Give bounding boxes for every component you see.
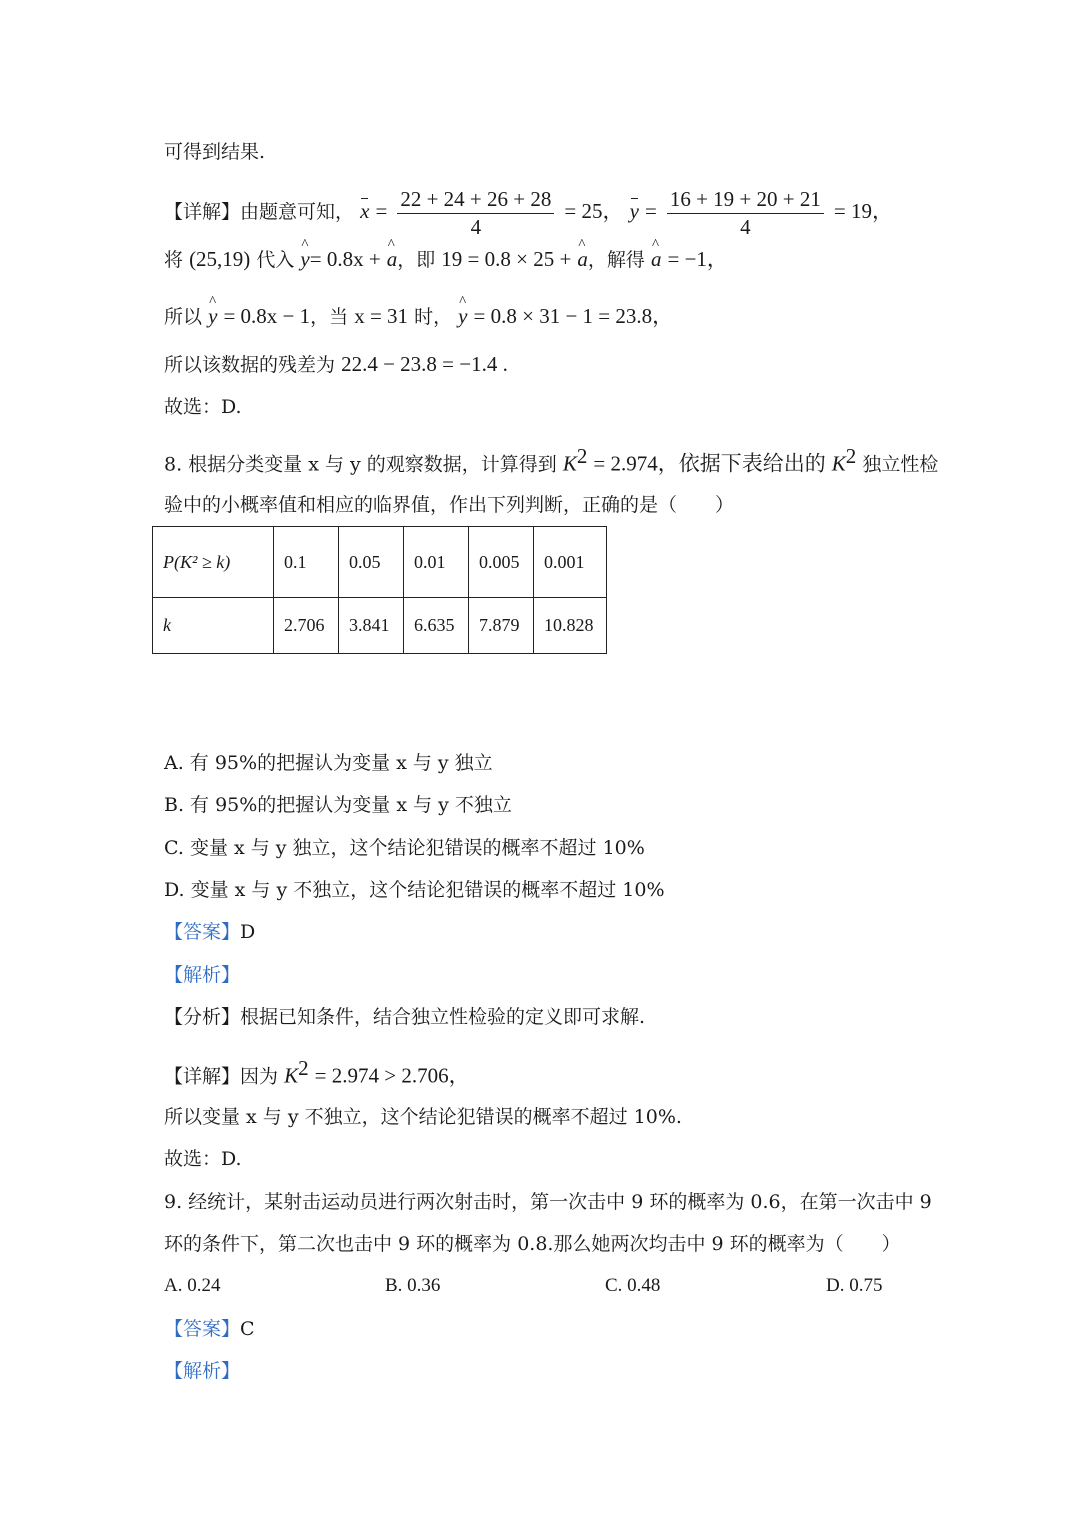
y-hat-symbol: ^ y: [458, 301, 467, 331]
detail-label: 【详解】: [164, 1065, 241, 1088]
y-mean-result: = 19，: [833, 199, 893, 223]
comparison-text: = 2.974 > 2.706，: [314, 1063, 470, 1088]
answer-label: 【答案】: [164, 1318, 241, 1340]
q8-stem-text: 8. 根据分类变量 x 与 y 的观察数据，计算得到: [164, 453, 557, 476]
fraction-x-mean: [397, 186, 554, 240]
option-text: B. 有 95%的把握认为变量 x 与 y 不独立: [164, 794, 512, 816]
superscript: 2: [298, 1056, 309, 1080]
table-cell: 10.828: [534, 598, 607, 654]
table-row: [153, 598, 607, 654]
choose-text: 故选：D.: [164, 396, 242, 418]
table-cell: 7.879: [469, 598, 534, 654]
table-cell: 0.001: [534, 527, 607, 598]
q9-analysis-line: [164, 1356, 240, 1386]
y-hat-symbol: ^ y: [300, 244, 309, 274]
q8-stem-text: 独立性检: [862, 453, 939, 476]
text-line: [164, 137, 265, 167]
option-text: C. 变量 x 与 y 独立，这个结论犯错误的概率不超过 10%: [164, 837, 645, 859]
fraction-denominator: 4: [470, 215, 482, 239]
text-fragment: ，当: [310, 306, 349, 328]
choose-text: 故选：D.: [164, 1148, 242, 1170]
table-header-cell: k: [153, 598, 274, 654]
y-bar-symbol: y: [630, 196, 639, 226]
prediction-result: = 0.8 × 31 − 1 = 23.8，: [473, 304, 674, 328]
text-fragment: 因为: [240, 1065, 279, 1088]
a-hat-symbol: ^ a: [577, 244, 588, 274]
fenxi-label: 【分析】: [164, 1006, 241, 1028]
q8-option-c: [164, 833, 645, 863]
fraction-denominator: 4: [740, 215, 751, 239]
superscript: 2: [845, 444, 857, 468]
q9-option-a: A. 0.24: [164, 1275, 221, 1296]
q8-stem-text: 验中的小概率值和相应的临界值，作出下列判断，正确的是（ ）: [164, 494, 735, 516]
table-cell: 3.841: [339, 598, 404, 654]
q8-analysis-line: [164, 960, 240, 990]
point-coordinates: (25,19): [189, 247, 251, 271]
q9-option-d: D. 0.75: [826, 1275, 883, 1296]
superscript: 2: [576, 444, 588, 468]
option-text: D. 变量 x 与 y 不独立，这个结论犯错误的概率不超过 10%: [164, 879, 665, 901]
k-symbol: K: [284, 1063, 299, 1088]
fraction-y-mean: [667, 186, 824, 240]
q8-option-a: [164, 748, 493, 778]
regression-line: [164, 301, 673, 332]
answer-value: C: [240, 1318, 255, 1340]
text-fragment: 代入: [256, 249, 295, 271]
q8-detail-line-2: [164, 1102, 682, 1132]
option-text: A. 有 95%的把握认为变量 x 与 y 独立: [164, 752, 493, 774]
y-hat-symbol: ^ y: [208, 301, 217, 331]
q8-option-b: [164, 790, 512, 820]
analysis-label: 【解析】: [164, 964, 241, 986]
detail-text: 所以变量 x 与 y 不独立，这个结论犯错误的概率不超过 10%.: [164, 1106, 682, 1128]
q8-choose-line: [164, 1144, 242, 1174]
q8-fenxi-line: [164, 1002, 645, 1032]
x-bar-symbol: x: [360, 196, 369, 226]
q8-stem-line-2: [164, 490, 734, 520]
q9-stem-line-1: [164, 1187, 932, 1217]
residual-line: [164, 349, 508, 380]
residual-result: 22.4 − 23.8 = −1.4 .: [341, 352, 508, 376]
text-fragment: 时，: [414, 306, 453, 328]
regression-equation: = 0.8x − 1: [223, 304, 311, 328]
table-cell: 0.1: [274, 527, 339, 598]
q9-option-c: C. 0.48: [605, 1275, 661, 1296]
q8-answer-line: [164, 917, 255, 947]
q8-option-d: [164, 875, 665, 905]
text-fragment: 所以该数据的残差为: [164, 354, 336, 376]
text-fragment: ，解得: [587, 249, 645, 271]
fraction-numerator: 16 + 19 + 20 + 21: [667, 186, 824, 214]
q9-stem-line-2: [164, 1229, 901, 1259]
equals-sign: =: [375, 199, 388, 223]
detail-line-means: [164, 186, 893, 240]
q9-stem-text: 环的条件下，第二次也击中 9 环的概率为 0.8.那么她两次均击中 9 环的概率为（ ）: [164, 1233, 901, 1255]
table-cell: 0.01: [404, 527, 469, 598]
text-fragment: 所以: [164, 306, 203, 328]
q9-answer-line: [164, 1314, 255, 1344]
table-cell: 0.05: [339, 527, 404, 598]
equals-sign: =: [644, 199, 657, 223]
text-fragment: 将: [164, 249, 184, 271]
q8-detail-line: [164, 1053, 470, 1091]
regression-equation: = 0.8x +: [309, 247, 381, 271]
q9-option-b: B. 0.36: [385, 1275, 441, 1296]
answer-label: 【答案】: [164, 921, 241, 943]
table-row: [153, 527, 607, 598]
choose-line: [164, 392, 242, 422]
text-fragment: ，即: [397, 249, 436, 271]
table-cell: 2.706: [274, 598, 339, 654]
detail-label: 【详解】: [164, 201, 241, 223]
fenxi-text: 根据已知条件，结合独立性检验的定义即可求解.: [240, 1006, 646, 1028]
conclusion-text: 可得到结果.: [164, 141, 266, 163]
x-mean-result: = 25，: [564, 199, 624, 223]
a-hat-symbol: ^ a: [387, 244, 398, 274]
answer-value: D: [240, 921, 256, 943]
q8-stem-text: = 2.974，依据下表给出的: [593, 451, 826, 476]
table-header-cell: P(K² ≥ k): [153, 527, 274, 598]
k-symbol: K: [562, 451, 577, 476]
analysis-label: 【解析】: [164, 1360, 241, 1382]
detail-text: 由题意可知，: [240, 201, 355, 223]
critical-value-table: [152, 526, 607, 654]
fraction-numerator: 22 + 24 + 26 + 28: [397, 186, 554, 214]
x-value: x = 31: [354, 304, 409, 328]
q9-stem-text: 9. 经统计，某射击运动员进行两次射击时，第一次击中 9 环的概率为 0.6，在第一次击中 9: [164, 1191, 932, 1213]
q8-stem-line-1: [164, 441, 938, 479]
a-hat-symbol: ^ a: [651, 244, 662, 274]
equation: 19 = 0.8 × 25 +: [441, 247, 572, 271]
table-cell: 0.005: [469, 527, 534, 598]
table-cell: 6.635: [404, 598, 469, 654]
k-symbol: K: [831, 451, 846, 476]
substitution-line: [164, 244, 728, 275]
a-hat-value: = −1，: [667, 247, 728, 271]
